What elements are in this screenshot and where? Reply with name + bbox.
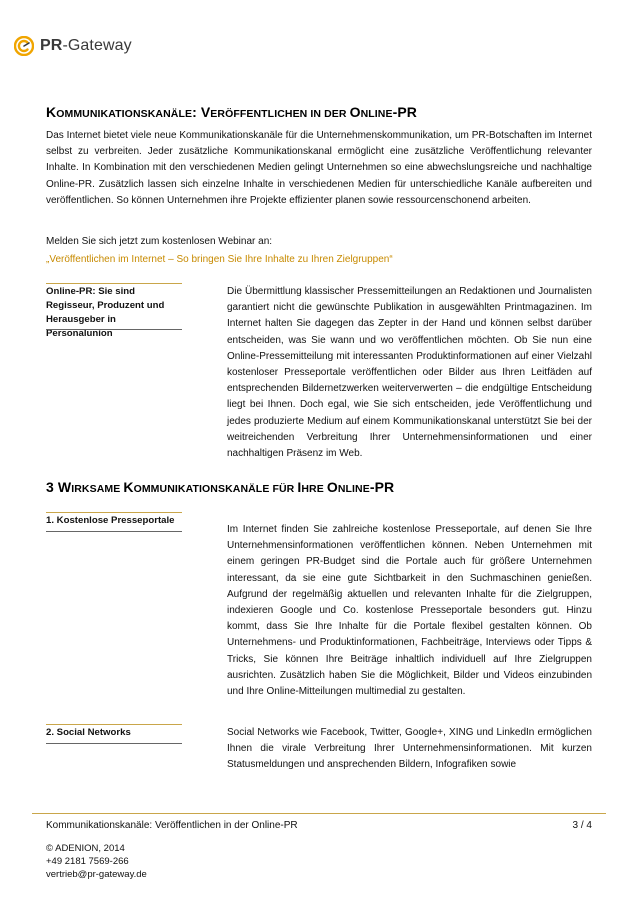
presseportale-paragraph: Im Internet finden Sie zahlreiche kostenlose Presseportale, auf denen Sie Ihre Unternehmensinformationen veröffentlichen können. Neben Unternehmen mit einem geringen PR-Budget sind die Portale auch für größere Unternehmen interessant, da sie eine gute Sichtbarkeit in den Suchmaschinen genießen. Aufgrund der regelmäßig aktuellen und relevanten Inhalte für die Zielgruppen, indexieren Google und Co. kostenlose Presseportale besonders gut. Hinzu kommt, dass Sie Ihre Inhalte für die Portale flexibel gestalten können. Ob Unternehmens- und Produktinformationen, Fachbeiträge, Interviews oder Tipps & Tricks, Sie können Ihre Beiträge inhaltlich individuell auf Ihre Zielgruppen ausrichten. Zusätzlich haben Sie die Möglichkeit, Bilder und Videos einzubinden und Ihre Online-Mitteilungen multimedial zu gestalten. bbox=[227, 524, 592, 698]
email-link[interactable]: vertrieb@pr-gateway.de bbox=[46, 869, 147, 880]
divider bbox=[46, 531, 182, 532]
item-label-social-networks: 2. Social Networks bbox=[46, 727, 131, 738]
divider bbox=[46, 283, 182, 284]
social-networks-paragraph: Social Networks wie Facebook, Twitter, Google+, XING und LinkedIn ermöglichen Ihnen die virale Verbreitung Ihrer Unternehmensinformationen. Mit kurzen Statusmeldungen und ansprechenden Bildern, Infografiken sowie bbox=[227, 727, 592, 771]
section-heading-three-channels: 3 WIRKSAME KOMMUNIKATIONSKANÄLE FÜR IHRE ONLINE-PR bbox=[46, 479, 395, 495]
divider bbox=[46, 512, 182, 513]
page-number: 3 / 4 bbox=[572, 820, 592, 831]
intro-paragraph: Das Internet bietet viele neue Kommunikationskanäle für die Unternehmenskommunikation, um PR-Botschaften im Internet selbst zu verbreiten. Jeder zusätzliche Kommunikationskanal ermöglicht eine zusätzliche Veröffentlichung relevanter Inhalte. In Kombination mit den verschiedenen Medien gelingt Unternehmen so eine abwechslungsreiche und nachhaltige Online-PR. Zusätzlich lassen sich einzelne Inhalte in verschiedenen Medien für unterschiedliche Kanäle aufbereiten und veröffentlichen. So können Unternehmen ihre Projekte effizienter planen sowie ressourcenschonend arbeiten. bbox=[46, 130, 592, 206]
divider bbox=[46, 743, 182, 744]
brand-name: PR-Gateway bbox=[40, 37, 132, 54]
brand-logo[interactable] bbox=[14, 36, 132, 56]
item-label-presseportale: 1. Kostenlose Presseportale bbox=[46, 515, 175, 526]
phone-number: +49 2181 7569-266 bbox=[46, 856, 129, 867]
webinar-prompt: Melden Sie sich jetzt zum kostenlosen Webinar an: bbox=[46, 236, 273, 247]
footer-title: Kommunikationskanäle: Veröffentlichen in der Online-PR bbox=[46, 820, 298, 831]
sidebar-label-online-pr: Online-PR: Sie sind Regisseur, Produzent und Herausgeber in Personalunion bbox=[46, 286, 165, 339]
copyright: © ADENION, 2014 bbox=[46, 843, 125, 854]
online-pr-paragraph: Die Übermittlung klassischer Pressemitteilungen an Redaktionen und Journalisten garantiert nicht die gewünschte Publikation in ausgewählten Printmagazinen. Im Internet halten Sie dagegen das Zepter in der Hand und können selbst darüber entscheiden, was Sie wann und wo veröffentlichen möchten. Ob Sie nun eine Online-Pressemitteilung mit interessanten Produktinformationen auf einer Vielzahl kostenloser Presseportale veröffentlichen oder Bilder aus Ihren Leitfäden auf entsprechenden Bildernetzwerken weiterverwerten – die endgültige Entscheidung liegt bei Ihnen. Doch egal, wie Sie sich entscheiden, jede Veröffentlichung und jedes produzierte Medium auf einem Kommunikationskanal unterstützt Sie bei der weitreichenden Verbreitung Ihrer Unternehmensinformationen und einer nachhaltigen Präsenz im Web. bbox=[227, 286, 592, 460]
divider bbox=[46, 724, 182, 725]
pr-gateway-logo-icon bbox=[14, 36, 34, 56]
section-heading-channels: KOMMUNIKATIONSKANÄLE: VERÖFFENTLICHEN IN DER ONLINE-PR bbox=[46, 104, 418, 120]
divider bbox=[46, 329, 182, 330]
footer-contact bbox=[46, 842, 147, 881]
footer-divider bbox=[32, 813, 606, 814]
webinar-link[interactable]: „Veröffentlichen im Internet – So bringen Sie Ihre Inhalte zu Ihren Zielgruppen“ bbox=[46, 254, 393, 266]
